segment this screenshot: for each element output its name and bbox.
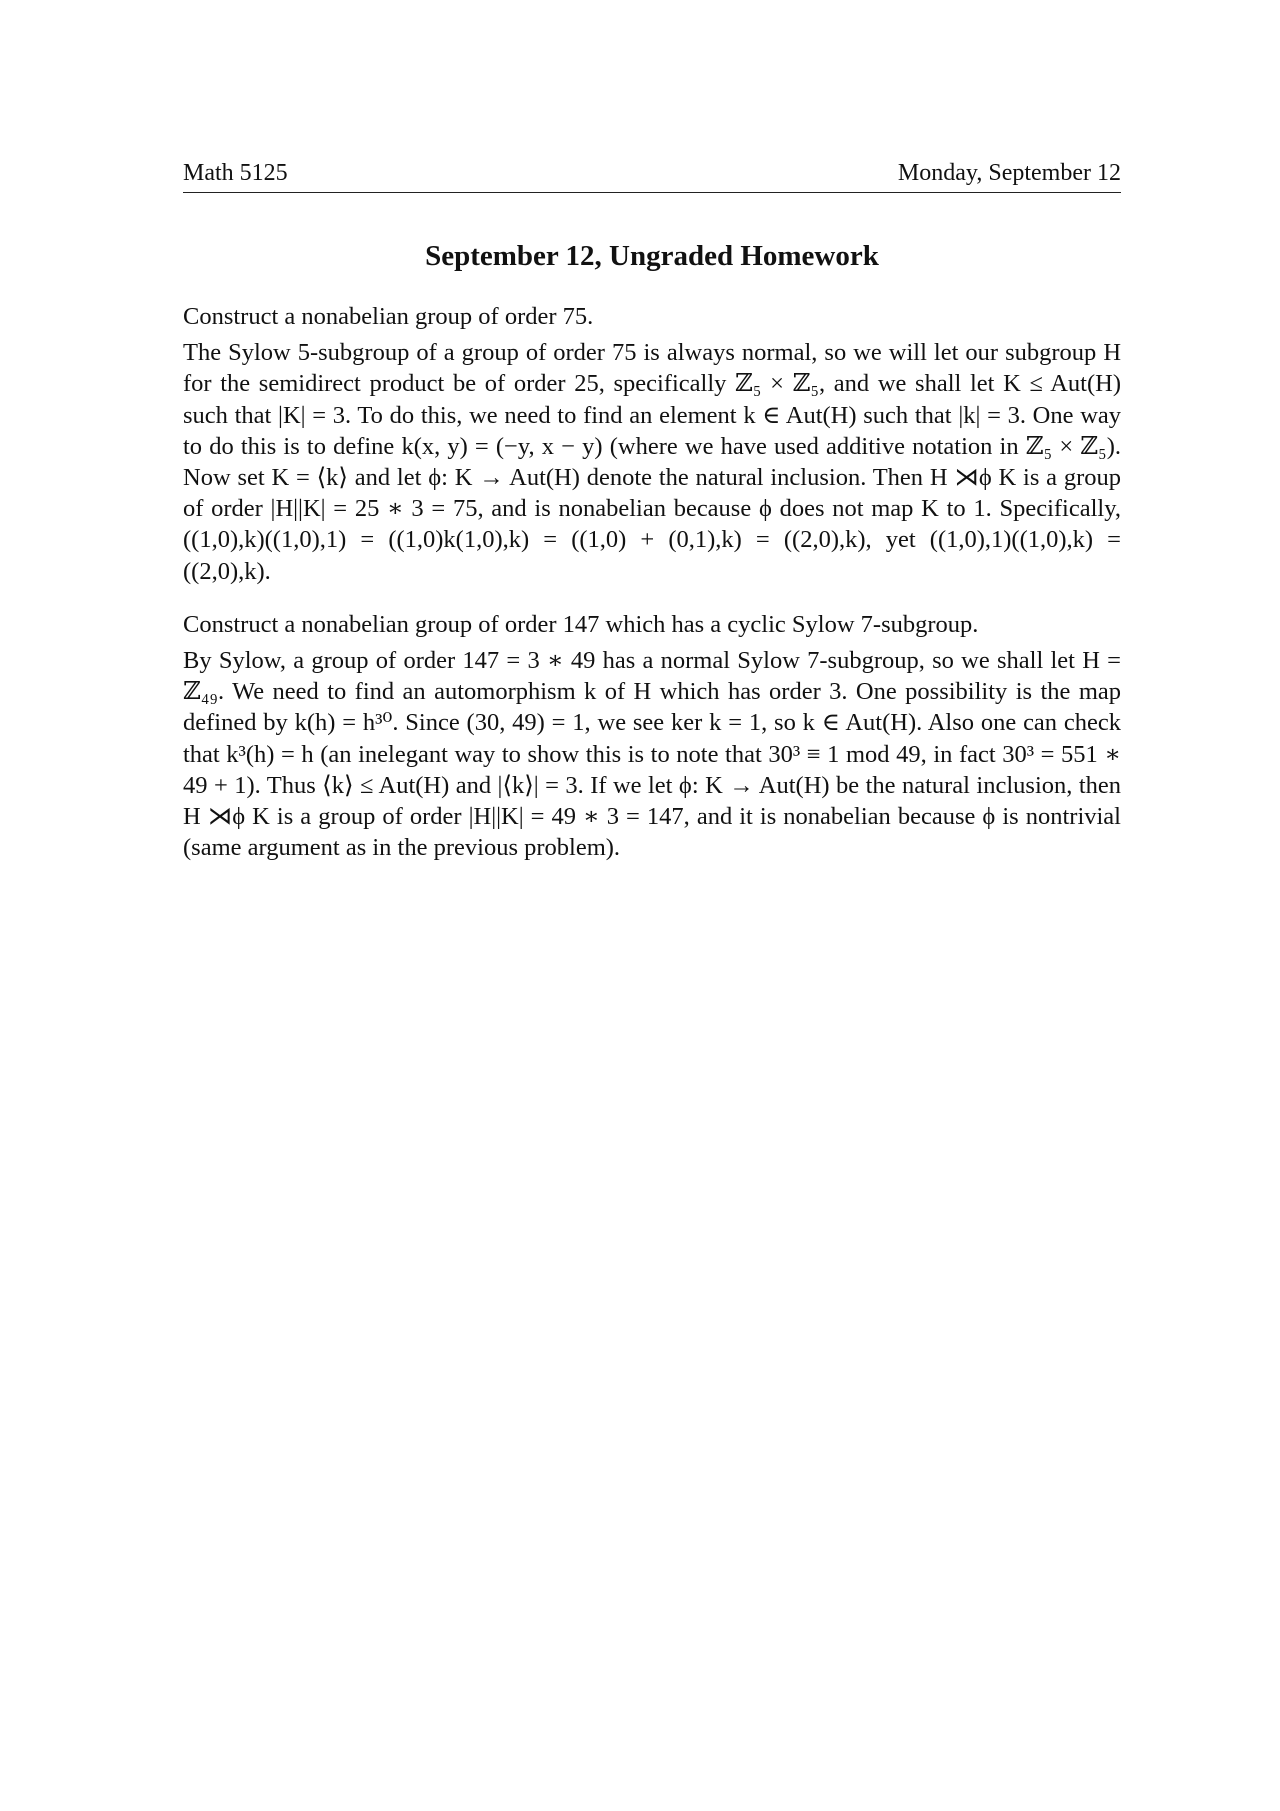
page-header bbox=[183, 158, 1121, 193]
document-body bbox=[183, 301, 1121, 863]
problem-1-question: Construct a nonabelian group of order 75. bbox=[183, 303, 594, 330]
problem-1-solution: The Sylow 5-subgroup of a group of order 75 is always normal, so we will let our subgroup H for the semidirect product be of order 25, specifically ℤ₅ × ℤ₅, and we shall let K ≤ Aut(H) such that |K| = 3. To do this, we need to find an element k ∈ Aut(H) such that |k| = 3. One way to do this is to define k(x, y) = (−y, x − y) (where we have used additive notation in ℤ₅ × ℤ₅). Now set K = ⟨k⟩ and let ϕ: K → Aut(H) denote the natural inclusion. Then H ⋊ϕ K is a group of order |H||K| = 25 ∗ 3 = 75, and is nonabelian because ϕ does not map K to 1. Specifically, ((1,0),k)((1,0),1) = ((1,0)k(1,0),k) = ((1,0) + (0,1),k) = ((2,0),k), yet ((1,0),1)((1,0),k) = ((2,0),k). bbox=[183, 339, 1122, 585]
problem-2-question: Construct a nonabelian group of order 147 which has a cyclic Sylow 7-subgroup. bbox=[183, 610, 979, 638]
page-title: September 12, Ungraded Homework bbox=[425, 240, 879, 272]
header-date: Monday, September 12 bbox=[897, 160, 1121, 186]
problem-2-solution: By Sylow, a group of order 147 = 3 ∗ 49 has a normal Sylow 7-subgroup, so we shall let H = ℤ₄₉. We need to find an automorphism k of H which has order 3. One possibility is the map defined by k(h) = h³⁰. Since (30, 49) = 1, we see ker k = 1, so k ∈ Aut(H). Also one can check that k³(h) = h (an inelegant way to show this is to note that 30³ ≡ 1 mod 49, in fact 30³ = 551 ∗ 49 + 1). Thus ⟨k⟩ ≤ Aut(H) and |⟨k⟩| = 3. If we let ϕ: K → Aut(H) be the natural inclusion, then H ⋊ϕ K is a group of order |H||K| = 49 ∗ 3 = 147, and it is nonabelian because ϕ is nontrivial (same argument as in the previous problem). bbox=[183, 647, 1122, 862]
course-name: Math 5125 bbox=[183, 160, 288, 186]
